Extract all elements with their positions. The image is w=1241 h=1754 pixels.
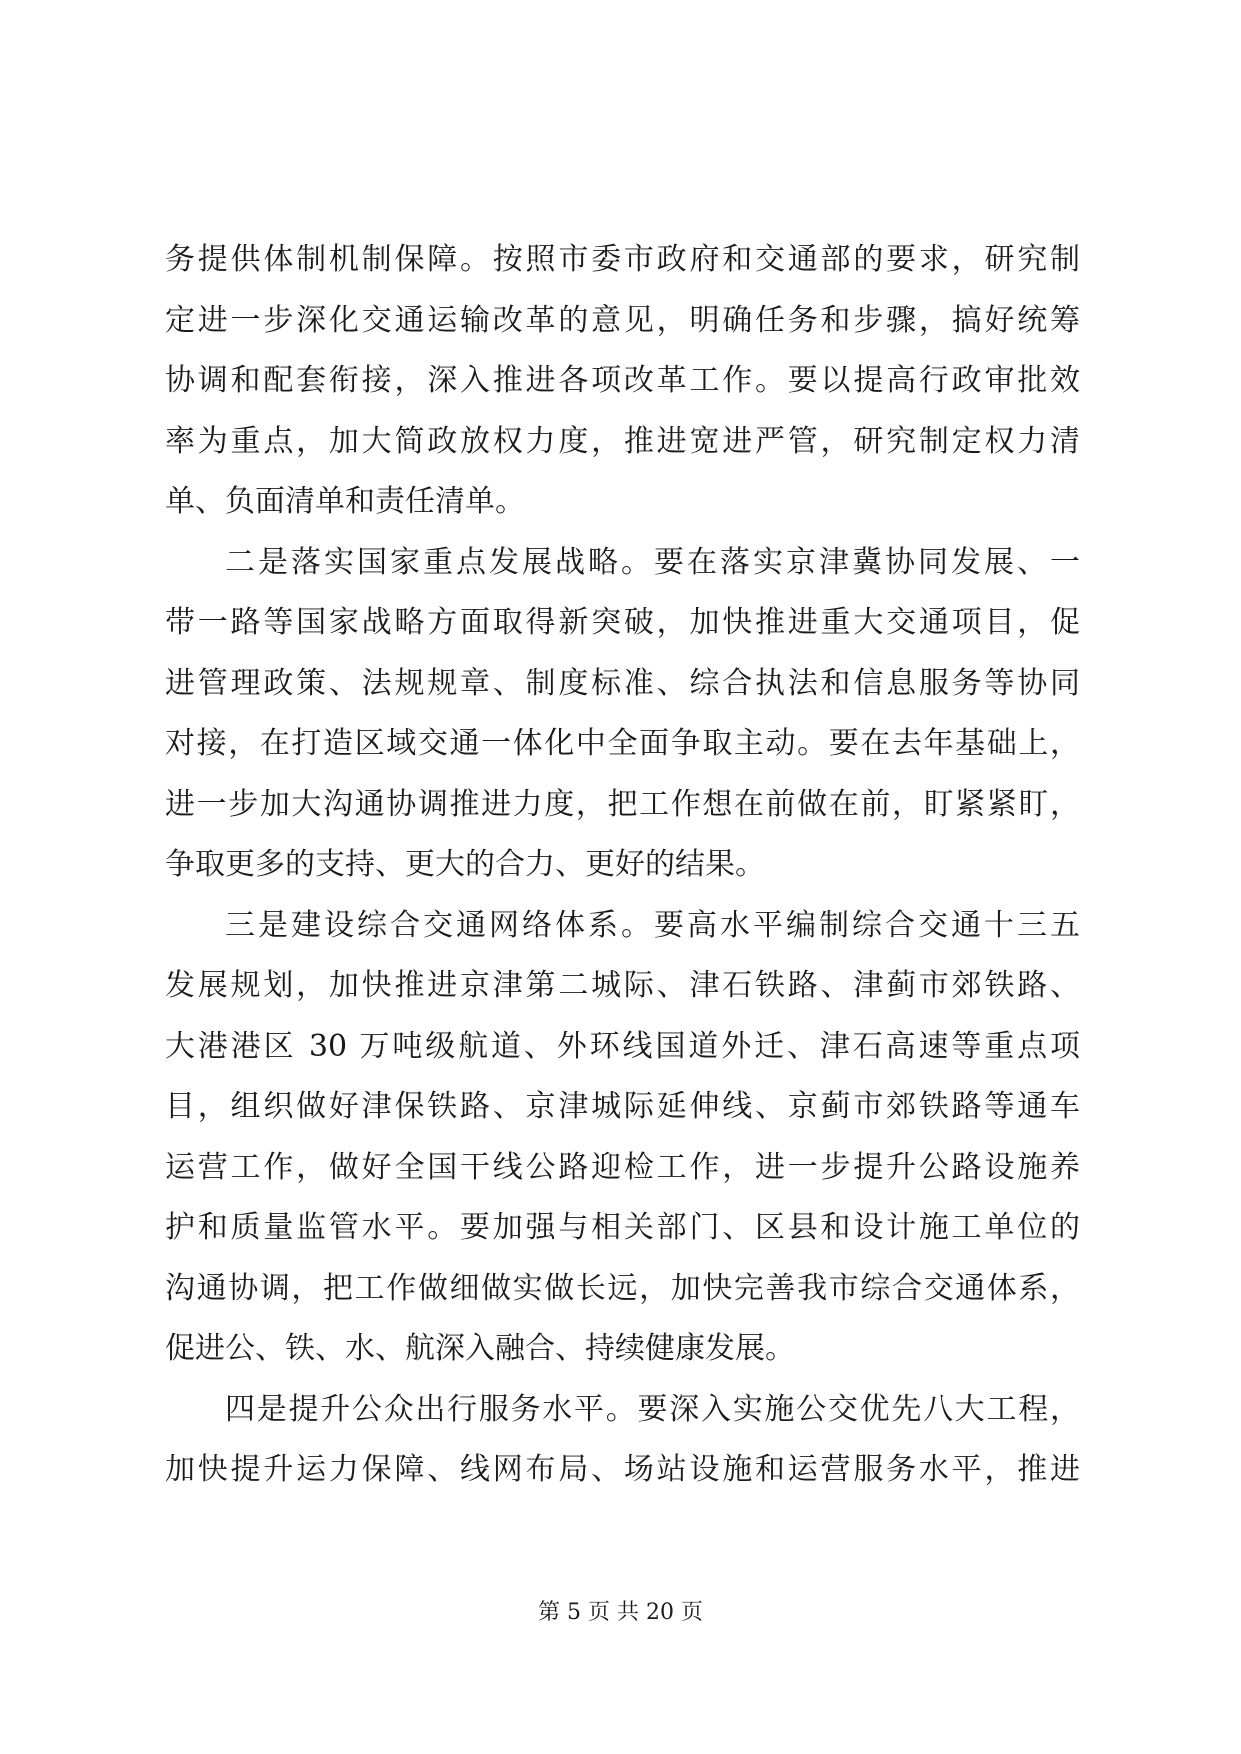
paragraph-start-line: 三是建设综合交通网络体系。要高水平编制综合交通十三五	[225, 907, 1080, 943]
text-line: 大港港区 30 万吨级航道、外环线国道外迁、津石高速等重点项	[165, 1028, 1080, 1064]
text-line: 加快提升运力保障、线网布局、场站设施和运营服务水平，推进	[165, 1452, 1080, 1487]
text-line: 运营工作，做好全国干线公路迎检工作，进一步提升公路设施养	[165, 1149, 1080, 1185]
text-line: 协调和配套衔接，深入推进各项改革工作。要以提高行政审批效	[165, 363, 1080, 398]
text-line: 争取更多的支持、更大的合力、更好的结果。	[165, 847, 765, 882]
text-line: 目，组织做好津保铁路、京津城际延伸线、京蓟市郊铁路等通车	[165, 1089, 1080, 1124]
paragraph-start-line: 二是落实国家重点发展战略。要在落实京津冀协同发展、一	[225, 544, 1080, 580]
text-line: 进一步加大沟通协调推进力度，把工作想在前做在前，盯紧紧盯，	[165, 786, 1080, 822]
text-line: 进管理政策、法规规章、制度标准、综合执法和信息服务等协同	[165, 665, 1080, 701]
text-line: 发展规划，加快推进京津第二城际、津石铁路、津蓟市郊铁路、	[165, 968, 1080, 1003]
text-line: 沟通协调，把工作做细做实做长远，加快完善我市综合交通体系，	[165, 1270, 1080, 1306]
text-line: 率为重点，加大简政放权力度，推进宽进严管，研究制定权力清	[165, 423, 1080, 459]
text-line: 定进一步深化交通运输改革的意见，明确任务和步骤，搞好统筹	[165, 302, 1080, 338]
page-number-footer: 第 5 页 共 20 页	[538, 1600, 703, 1625]
text-line: 促进公、铁、水、航深入融合、持续健康发展。	[165, 1331, 795, 1366]
text-line: 带一路等国家战略方面取得新突破，加快推进重大交通项目，促	[165, 605, 1080, 640]
text-line: 务提供体制机制保障。按照市委市政府和交通部的要求，研究制	[165, 242, 1080, 277]
text-line: 护和质量监管水平。要加强与相关部门、区县和设计施工单位的	[165, 1210, 1080, 1245]
text-line: 单、负面清单和责任清单。	[165, 484, 525, 519]
text-line: 对接，在打造区域交通一体化中全面争取主动。要在去年基础上，	[165, 726, 1080, 761]
paragraph-start-line: 四是提升公众出行服务水平。要深入实施公交优先八大工程，	[225, 1391, 1080, 1427]
document-body	[165, 230, 1080, 1501]
